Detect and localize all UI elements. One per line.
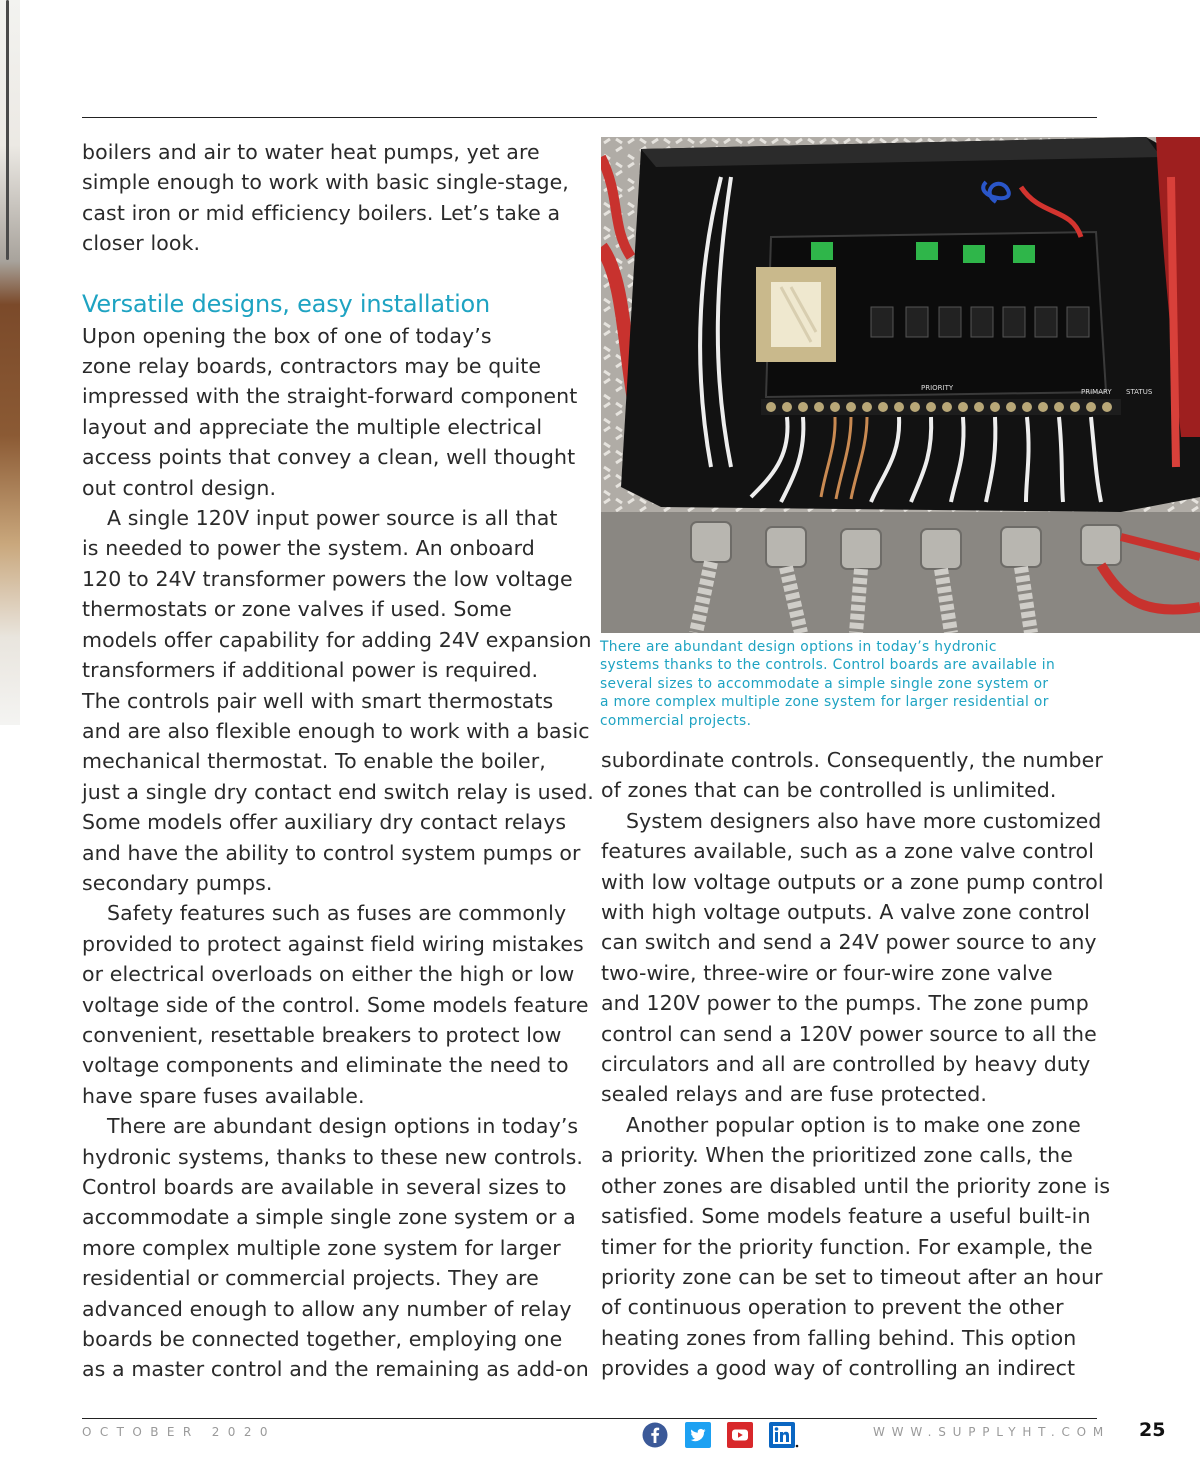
paragraph-subordinate-controls: subordinate controls. Consequently, the number of zones that can be controlled is unlimited. — [601, 748, 1103, 803]
intro-paragraph: boilers and air to water heat pumps, yet are simple enough to work with basic single-stage, cast iron or mid efficiency boilers. Let’s take a closer look. — [82, 140, 569, 256]
right-column — [601, 745, 1111, 1384]
issue-date: OCTOBER 2020 — [82, 1425, 276, 1439]
priority-label: PRIORITY — [921, 384, 954, 392]
paragraph-safety-features: Safety features such as fuses are commonly provided to protect against field wiring mistakes or electrical overloads on either the high or low voltage side of the control. Some models feature convenient, resettable breakers to protect low voltage components and eliminate the need to have spare fuses available. — [82, 901, 589, 1108]
page-number: 25 — [1139, 1419, 1166, 1441]
left-edge-photo-strip — [0, 0, 20, 725]
control-board-illustration — [601, 137, 1200, 633]
paragraph-power-source: A single 120V input power source is all that is needed to power the system. An onboard 120 to 24V transformer powers the low voltage thermostats or zone valves if used. Some models offer capability for adding 24V expansion transformers if additional power is required. The controls pair well with smart thermostats and are also flexible enough to work with a basic mechanical thermostat. To enable the boiler, just a single dry contact end switch relay is used. Some models offer auxiliary dry contact relays and have the ability to control system pumps or secondary pumps. — [82, 506, 594, 895]
facebook-icon[interactable] — [642, 1422, 668, 1448]
cable-detail — [6, 0, 9, 260]
paragraph-customized-features: System designers also have more customized features available, such as a zone valve control with low voltage outputs or a zone pump control with high voltage outputs. A valve zone control can switch and send a 24V power source to any two-wire, three-wire or four-wire zone valve and 120V power to the pumps. The zone pump control can send a 120V power source to all the circulators and all are controlled by heavy duty sealed relays and are fuse protected. — [601, 808, 1104, 1107]
paragraph-design-options: There are abundant design options in today’s hydronic systems, thanks to these new controls. Control boards are available in several sizes to accommodate a simple single zone system or a more complex multiple zone system for larger residential or commercial projects. They are advanced enough to allow any number of relay boards be connected together, employing one as a master control and the remaining as add-on — [82, 1114, 589, 1382]
linkedin-icon[interactable] — [769, 1422, 795, 1448]
paragraph-opening-box: Upon opening the box of one of today’s zone relay boards, contractors may be quite impressed with the straight-forward component layout and appreciate the multiple electrical access points that convey a clean, well thought out control design. — [82, 323, 578, 500]
website-url[interactable]: WWW.SUPPLYHT.COM — [873, 1425, 1111, 1439]
photo-caption: There are abundant design options in today’s hydronic systems thanks to the controls. Control boards are available in several sizes to accommodate a simple single zone system or a more complex multiple zone system for larger residential or commercial projects. — [600, 639, 1056, 729]
youtube-icon[interactable] — [727, 1422, 753, 1448]
status-label: STATUS — [1126, 388, 1153, 396]
primary-label: PRIMARY — [1081, 388, 1112, 396]
section-heading: Versatile designs, easy installation — [82, 289, 491, 318]
twitter-icon[interactable] — [685, 1422, 711, 1448]
paragraph-priority-zone: Another popular option is to make one zone a priority. When the prioritized zone calls, the other zones are disabled until the priority zone is satisfied. Some models feature a useful built-in timer for the priority function. For example, the priority zone can be set to timeout after an hour of continuous operation to prevent the other heating zones from falling behind. This option provides a good way of controlling an indirect — [601, 1112, 1111, 1381]
bottom-rule — [82, 1418, 1097, 1419]
control-board-photo — [601, 137, 1200, 633]
top-rule — [82, 117, 1097, 118]
left-column — [82, 137, 594, 1385]
